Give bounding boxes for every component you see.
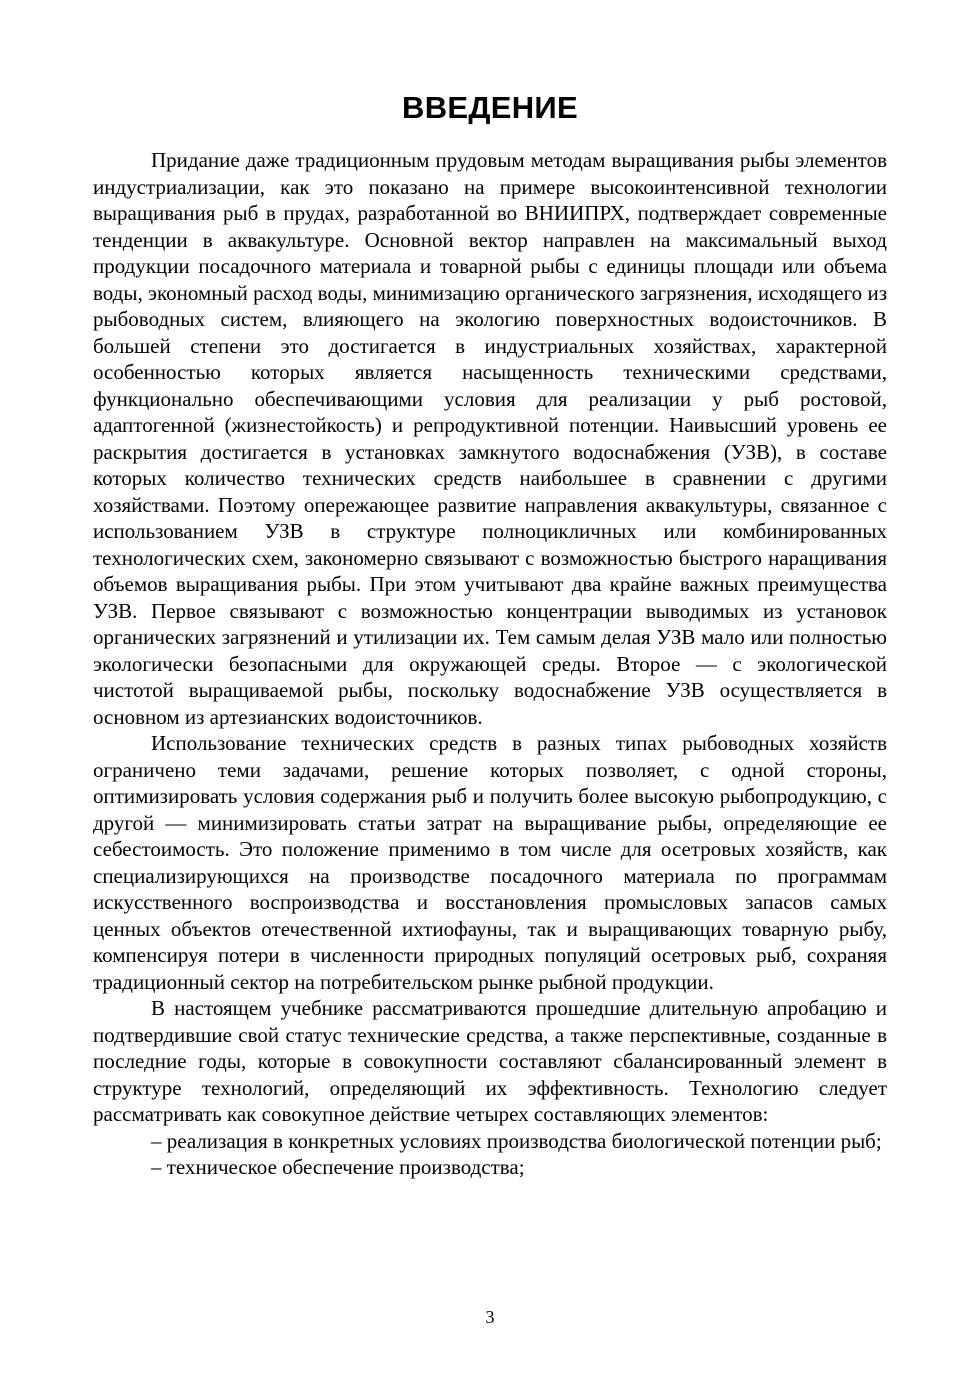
list-item-biological-potential: – реализация в конкретных условиях производства биологической потенции рыб; — [151, 1128, 882, 1153]
paragraph-2: Использование технических средств в разных типах рыбоводных хозяйств ограничено теми задачами, решение которых позволяет, с одной стороны, оптимизировать условия содержания рыб и получить более высокую рыбопродукцию, с другой — минимизировать статьи затрат на выращивание рыбы, определяющие ее себестоимость. Это положение применимо в том числе для осетровых хозяйств, как специализирующихся на производстве посадочного материала по программам искусственного воспроизводства и восстановления промысловых запасов самых ценных объектов отечественной ихтиофауны, так и выращивающих товарную рыбу, компенсируя потери в численности природных популяций осетровых рыб, сохраняя традиционный сектор на потребительском рынке рыбной продукции. — [93, 731, 887, 994]
paragraph-3: В настоящем учебнике рассматриваются прошедшие длительную апробацию и подтвердившие свой статус технические средства, а также перспективные, созданные в последние годы, которые в совокупности составляют сбалансированный элемент в структуре технологий, определяющий их эффективность. Технологию следует рассматривать как совокупное действие четырех составляющих элементов: — [93, 996, 887, 1126]
paragraph-1: Придание даже традиционным прудовым методам выращивания рыбы элементов индустриализации, как это показано на примере высокоинтенсивной технологии выращивания рыб в прудах, разработанной во ВНИИПРХ, подтверждает современные тенденции в аквакультуре. Основной вектор направлен на максимальный выход продукции посадочного материала и товарной рыбы с единицы площади или объема воды, экономный расход воды, минимизацию органического загрязнения, исходящего из рыбоводных систем, влияющего на экологию поверхностных водоисточников. В большей степени это достигается в индустриальных хозяйствах, характерной особенностью которых является насыщенность техническими средствами, функционально обеспечивающими условия для реализации у рыб ростовой, адаптогенной (жизнестойкость) и репродуктивной потенции. Наивысший уровень ее раскрытия достигается в установках замкнутого водоснабжения (УЗВ), в составе которых количество технических средств наибольшее в сравнении с другими хозяйствами. Поэтому опережающее развитие направления аквакультуры, связанное с использованием УЗВ в структуре полноцикличных или комбинированных технологических схем, закономерно связывают с возможностью быстрого наращивания объемов выращивания рыбы. При этом учитывают два крайне важных преимущества УЗВ. Первое связывают с возможностью концентрации выводимых из установок органических загрязнений и утилизации их. Тем самым делая УЗВ мало или полностью экологически безопасными для окружающей среды. Второе — с экологической чистотой выращиваемой рыбы, поскольку водоснабжение УЗВ осуществляется в основном из артезианских водоисточников. — [93, 148, 887, 729]
list-item-technical-support: – техническое обеспечение производства; — [151, 1155, 525, 1179]
page-number: 3 — [485, 1307, 495, 1327]
document-page — [93, 0, 887, 1386]
page-title: ВВЕДЕНИЕ — [402, 90, 578, 125]
body-text — [93, 147, 887, 1181]
